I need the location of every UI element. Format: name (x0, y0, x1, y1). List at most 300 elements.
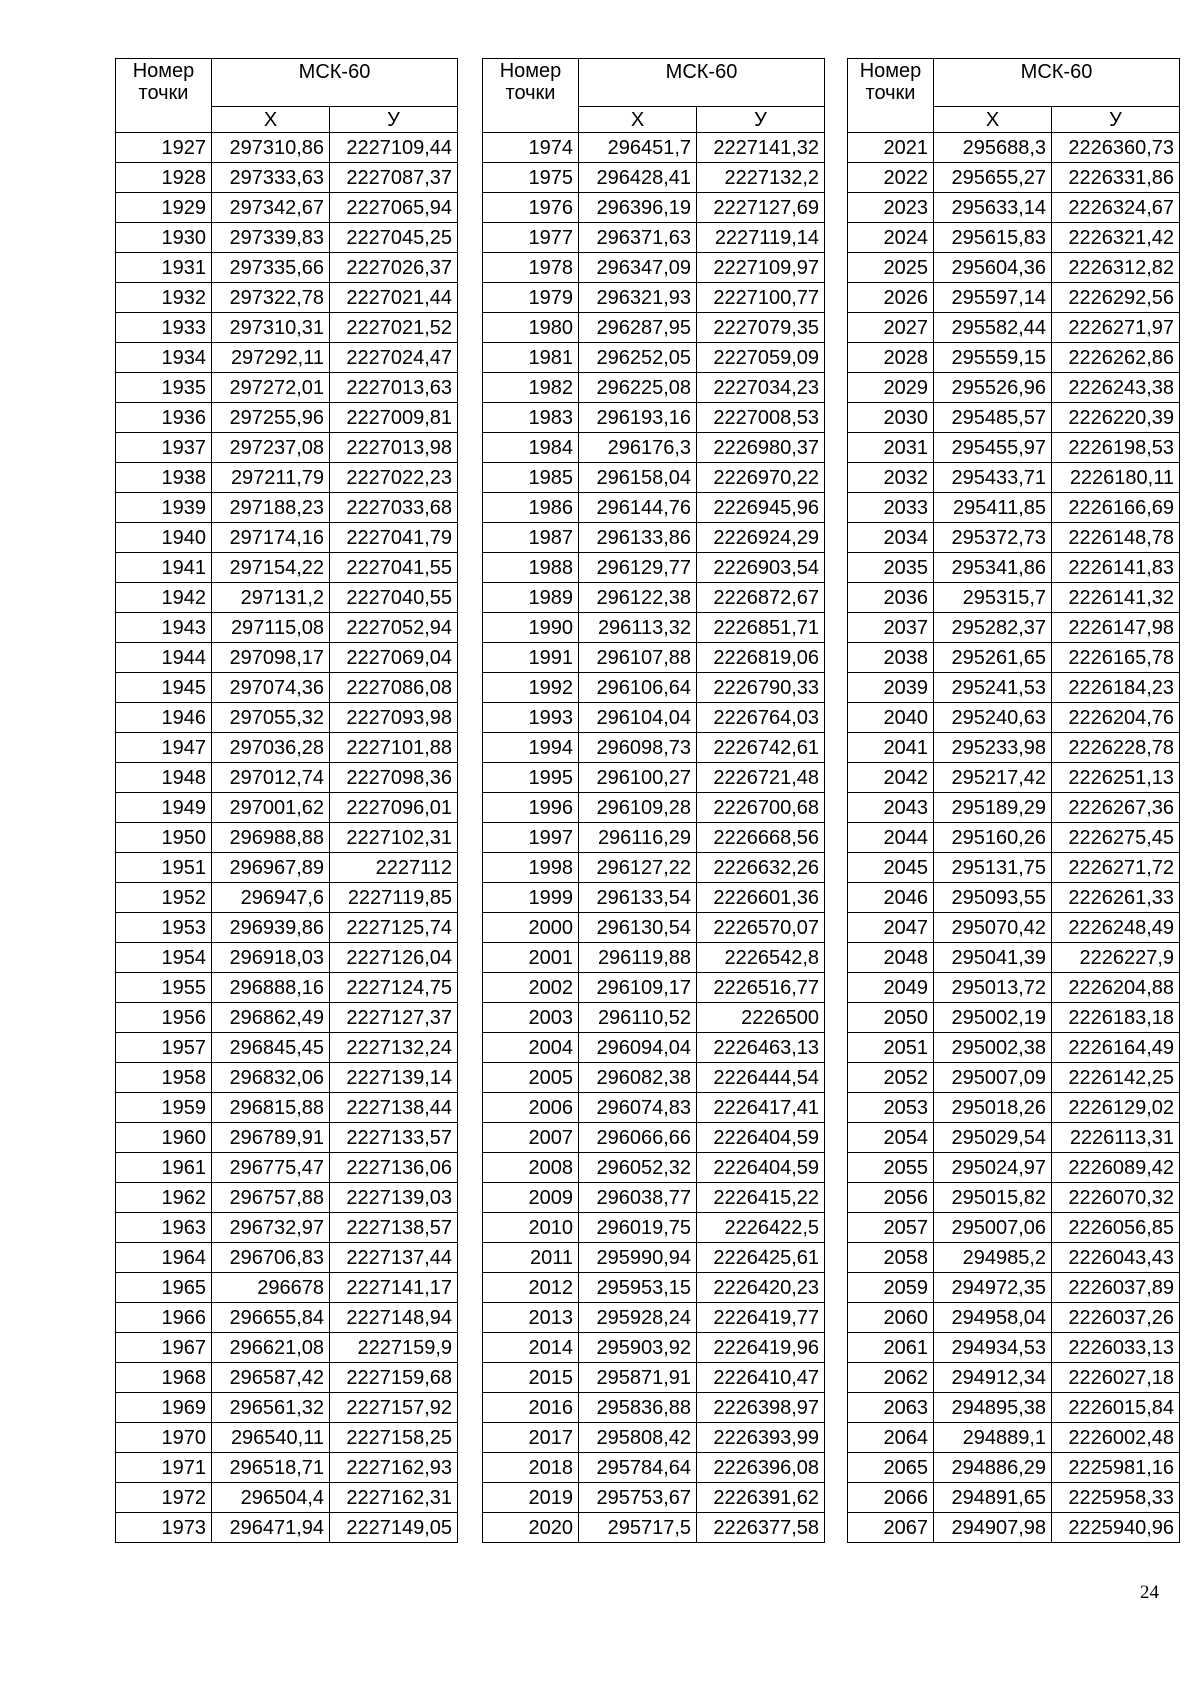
x-coordinate-cell: 297036,28 (212, 733, 330, 763)
point-number-cell: 2035 (848, 553, 934, 583)
table-row (483, 1513, 825, 1543)
x-coordinate-cell: 296471,94 (212, 1513, 330, 1543)
table-row (116, 583, 458, 613)
point-number-header: Номер точки (116, 59, 212, 133)
y-coordinate-cell: 2226142,25 (1052, 1063, 1180, 1093)
table-row (848, 193, 1180, 223)
x-coordinate-cell: 296862,49 (212, 1003, 330, 1033)
table-row (116, 223, 458, 253)
table-row (483, 1183, 825, 1213)
point-number-cell: 1930 (116, 223, 212, 253)
y-coordinate-cell: 2226790,33 (697, 673, 825, 703)
y-coordinate-cell: 2227141,17 (330, 1273, 458, 1303)
point-number-cell: 1959 (116, 1093, 212, 1123)
x-coordinate-cell: 295041,39 (934, 943, 1052, 973)
table-row (116, 193, 458, 223)
x-coordinate-cell: 297055,32 (212, 703, 330, 733)
table-body (483, 133, 825, 1543)
point-number-cell: 2059 (848, 1273, 934, 1303)
x-coordinate-cell: 296832,06 (212, 1063, 330, 1093)
x-coordinate-cell: 294907,98 (934, 1513, 1052, 1543)
x-coordinate-cell: 296988,88 (212, 823, 330, 853)
x-coordinate-cell: 296129,77 (579, 553, 697, 583)
y-coordinate-cell: 2227093,98 (330, 703, 458, 733)
point-number-cell: 1969 (116, 1393, 212, 1423)
table-row (483, 1063, 825, 1093)
point-number-cell: 1936 (116, 403, 212, 433)
point-number-cell: 1946 (116, 703, 212, 733)
x-coordinate-cell: 295217,42 (934, 763, 1052, 793)
x-coordinate-cell: 295655,27 (934, 163, 1052, 193)
point-number-cell: 1967 (116, 1333, 212, 1363)
table-row (483, 853, 825, 883)
y-coordinate-cell: 2227098,36 (330, 763, 458, 793)
x-column-header: Х (579, 107, 697, 133)
table-row (483, 1423, 825, 1453)
table-row (116, 1243, 458, 1273)
x-coordinate-cell: 297131,2 (212, 583, 330, 613)
point-number-cell: 1961 (116, 1153, 212, 1183)
x-coordinate-cell: 295836,88 (579, 1393, 697, 1423)
y-coordinate-cell: 2227137,44 (330, 1243, 458, 1273)
y-coordinate-cell: 2227065,94 (330, 193, 458, 223)
table-row (848, 1483, 1180, 1513)
x-coordinate-cell: 295784,64 (579, 1453, 697, 1483)
y-coordinate-cell: 2227132,24 (330, 1033, 458, 1063)
x-coordinate-cell: 296158,04 (579, 463, 697, 493)
x-coordinate-cell: 297237,08 (212, 433, 330, 463)
x-coordinate-cell: 294958,04 (934, 1303, 1052, 1333)
y-coordinate-cell: 2227013,63 (330, 373, 458, 403)
y-coordinate-cell: 2226324,67 (1052, 193, 1180, 223)
y-coordinate-cell: 2227041,55 (330, 553, 458, 583)
y-coordinate-cell: 2226410,47 (697, 1363, 825, 1393)
x-coordinate-cell: 296732,97 (212, 1213, 330, 1243)
point-number-cell: 2000 (483, 913, 579, 943)
table-row (848, 343, 1180, 373)
point-number-cell: 1933 (116, 313, 212, 343)
y-coordinate-cell: 2227112 (330, 853, 458, 883)
y-coordinate-cell: 2227087,37 (330, 163, 458, 193)
point-number-cell: 1986 (483, 493, 579, 523)
y-coordinate-cell: 2227125,74 (330, 913, 458, 943)
table-row (848, 313, 1180, 343)
table-row (116, 313, 458, 343)
y-coordinate-cell: 2226321,42 (1052, 223, 1180, 253)
x-coordinate-cell: 295615,83 (934, 223, 1052, 253)
table-row (848, 973, 1180, 1003)
point-number-cell: 2033 (848, 493, 934, 523)
point-number-cell: 2007 (483, 1123, 579, 1153)
table-row (848, 523, 1180, 553)
point-number-cell: 1938 (116, 463, 212, 493)
table-row (848, 163, 1180, 193)
point-number-cell: 2020 (483, 1513, 579, 1543)
table-row (116, 943, 458, 973)
table-row (116, 643, 458, 673)
point-number-cell: 2039 (848, 673, 934, 703)
x-coordinate-cell: 295282,37 (934, 613, 1052, 643)
point-number-cell: 1992 (483, 673, 579, 703)
y-coordinate-cell: 2226516,77 (697, 973, 825, 1003)
point-number-cell: 2024 (848, 223, 934, 253)
y-coordinate-cell: 2227021,44 (330, 283, 458, 313)
y-coordinate-cell: 2227059,09 (697, 343, 825, 373)
table-row (848, 883, 1180, 913)
y-coordinate-cell: 2226089,42 (1052, 1153, 1180, 1183)
table-row (116, 973, 458, 1003)
coordinate-system-header: МСК-60 (212, 59, 458, 107)
x-coordinate-cell: 297174,16 (212, 523, 330, 553)
y-coordinate-cell: 2227158,25 (330, 1423, 458, 1453)
y-coordinate-cell: 2226056,85 (1052, 1213, 1180, 1243)
y-coordinate-cell: 2226632,26 (697, 853, 825, 883)
y-coordinate-cell: 2226851,71 (697, 613, 825, 643)
table-row (116, 1393, 458, 1423)
y-coordinate-cell: 2227157,92 (330, 1393, 458, 1423)
table-row (848, 1063, 1180, 1093)
x-coordinate-cell: 295953,15 (579, 1273, 697, 1303)
point-number-cell: 1941 (116, 553, 212, 583)
point-number-cell: 1998 (483, 853, 579, 883)
x-coordinate-cell: 295633,14 (934, 193, 1052, 223)
table-row (116, 1453, 458, 1483)
point-number-cell: 2052 (848, 1063, 934, 1093)
x-coordinate-cell: 296888,16 (212, 973, 330, 1003)
x-coordinate-cell: 296451,7 (579, 133, 697, 163)
point-number-cell: 2034 (848, 523, 934, 553)
y-coordinate-cell: 2227132,2 (697, 163, 825, 193)
point-number-cell: 1934 (116, 343, 212, 373)
point-number-cell: 2029 (848, 373, 934, 403)
table-row (116, 493, 458, 523)
x-coordinate-cell: 295024,97 (934, 1153, 1052, 1183)
table-row (116, 343, 458, 373)
x-coordinate-cell: 295411,85 (934, 493, 1052, 523)
point-number-cell: 2001 (483, 943, 579, 973)
table-row (483, 1213, 825, 1243)
y-coordinate-cell: 2226422,5 (697, 1213, 825, 1243)
table-row (483, 823, 825, 853)
y-coordinate-cell: 2227127,69 (697, 193, 825, 223)
x-coordinate-cell: 297335,66 (212, 253, 330, 283)
y-coordinate-cell: 2226129,02 (1052, 1093, 1180, 1123)
point-number-cell: 2014 (483, 1333, 579, 1363)
y-coordinate-cell: 2226148,78 (1052, 523, 1180, 553)
point-number-cell: 1957 (116, 1033, 212, 1063)
y-coordinate-cell: 2227045,25 (330, 223, 458, 253)
y-coordinate-cell: 2226903,54 (697, 553, 825, 583)
y-coordinate-cell: 2227127,37 (330, 1003, 458, 1033)
point-number-cell: 2016 (483, 1393, 579, 1423)
table-row (116, 793, 458, 823)
y-coordinate-cell: 2225940,96 (1052, 1513, 1180, 1543)
y-coordinate-cell: 2226166,69 (1052, 493, 1180, 523)
table-row (116, 1333, 458, 1363)
x-coordinate-cell: 295002,38 (934, 1033, 1052, 1063)
point-number-cell: 2040 (848, 703, 934, 733)
table-body (116, 133, 458, 1543)
table-row (848, 733, 1180, 763)
x-coordinate-cell: 296038,77 (579, 1183, 697, 1213)
x-coordinate-cell: 296119,88 (579, 943, 697, 973)
point-number-cell: 1979 (483, 283, 579, 313)
point-number-cell: 2010 (483, 1213, 579, 1243)
point-number-cell: 2018 (483, 1453, 579, 1483)
point-number-cell: 1948 (116, 763, 212, 793)
y-coordinate-cell: 2226819,06 (697, 643, 825, 673)
x-coordinate-cell: 296540,11 (212, 1423, 330, 1453)
point-number-cell: 2060 (848, 1303, 934, 1333)
point-number-cell: 2056 (848, 1183, 934, 1213)
x-coordinate-cell: 295990,94 (579, 1243, 697, 1273)
y-coordinate-cell: 2226398,97 (697, 1393, 825, 1423)
x-coordinate-cell: 295007,06 (934, 1213, 1052, 1243)
table-row (116, 673, 458, 703)
y-coordinate-cell: 2225958,33 (1052, 1483, 1180, 1513)
point-number-cell: 1995 (483, 763, 579, 793)
point-number-cell: 2067 (848, 1513, 934, 1543)
point-number-cell: 1965 (116, 1273, 212, 1303)
table-row (483, 1453, 825, 1483)
table-row (848, 1333, 1180, 1363)
y-coordinate-cell: 2227148,94 (330, 1303, 458, 1333)
point-number-cell: 1945 (116, 673, 212, 703)
x-coordinate-cell: 296074,83 (579, 1093, 697, 1123)
table-row (483, 1333, 825, 1363)
point-number-cell: 1956 (116, 1003, 212, 1033)
point-number-cell: 2051 (848, 1033, 934, 1063)
y-coordinate-cell: 2226261,33 (1052, 883, 1180, 913)
table-row (116, 133, 458, 163)
point-number-cell: 1989 (483, 583, 579, 613)
x-coordinate-cell: 296193,16 (579, 403, 697, 433)
y-coordinate-cell: 2226204,76 (1052, 703, 1180, 733)
y-coordinate-cell: 2226391,62 (697, 1483, 825, 1513)
table-row (483, 673, 825, 703)
table-row (116, 1093, 458, 1123)
x-coordinate-cell: 296133,54 (579, 883, 697, 913)
x-coordinate-cell: 297292,11 (212, 343, 330, 373)
point-number-cell: 2004 (483, 1033, 579, 1063)
table-row (848, 1003, 1180, 1033)
x-coordinate-cell: 296133,86 (579, 523, 697, 553)
y-coordinate-cell: 2227109,97 (697, 253, 825, 283)
x-coordinate-cell: 296321,93 (579, 283, 697, 313)
x-coordinate-cell: 295688,3 (934, 133, 1052, 163)
y-coordinate-cell: 2227133,57 (330, 1123, 458, 1153)
table-row (483, 1243, 825, 1273)
point-number-cell: 2036 (848, 583, 934, 613)
table-row (483, 973, 825, 1003)
y-coordinate-cell: 2226742,61 (697, 733, 825, 763)
x-coordinate-cell: 296127,22 (579, 853, 697, 883)
x-column-header: Х (212, 107, 330, 133)
x-coordinate-cell: 296122,38 (579, 583, 697, 613)
x-coordinate-cell: 296371,63 (579, 223, 697, 253)
y-coordinate-cell: 2226393,99 (697, 1423, 825, 1453)
table-row (116, 913, 458, 943)
point-number-cell: 1977 (483, 223, 579, 253)
table-row (848, 913, 1180, 943)
x-coordinate-cell: 296678 (212, 1273, 330, 1303)
y-coordinate-cell: 2226037,89 (1052, 1273, 1180, 1303)
point-number-cell: 2048 (848, 943, 934, 973)
x-coordinate-cell: 296347,09 (579, 253, 697, 283)
y-coordinate-cell: 2226243,38 (1052, 373, 1180, 403)
point-number-cell: 1987 (483, 523, 579, 553)
x-coordinate-cell: 295233,98 (934, 733, 1052, 763)
point-number-header: Номер точки (483, 59, 579, 133)
y-coordinate-cell: 2226542,8 (697, 943, 825, 973)
x-coordinate-cell: 295018,26 (934, 1093, 1052, 1123)
table-row (848, 763, 1180, 793)
point-number-cell: 2027 (848, 313, 934, 343)
y-coordinate-cell: 2226404,59 (697, 1153, 825, 1183)
table-row (116, 463, 458, 493)
point-number-cell: 2042 (848, 763, 934, 793)
y-coordinate-cell: 2226601,36 (697, 883, 825, 913)
table-row (483, 1273, 825, 1303)
point-number-cell: 2062 (848, 1363, 934, 1393)
table-row (116, 523, 458, 553)
x-coordinate-cell: 296109,17 (579, 973, 697, 1003)
point-number-cell: 2063 (848, 1393, 934, 1423)
x-coordinate-cell: 295485,57 (934, 403, 1052, 433)
point-number-cell: 1929 (116, 193, 212, 223)
y-coordinate-cell: 2226275,45 (1052, 823, 1180, 853)
table-body (848, 133, 1180, 1543)
point-number-cell: 1928 (116, 163, 212, 193)
x-coordinate-cell: 296706,83 (212, 1243, 330, 1273)
x-coordinate-cell: 295341,86 (934, 553, 1052, 583)
point-number-cell: 2008 (483, 1153, 579, 1183)
x-coordinate-cell: 296052,32 (579, 1153, 697, 1183)
point-number-cell: 2065 (848, 1453, 934, 1483)
table-row (116, 823, 458, 853)
point-number-cell: 2046 (848, 883, 934, 913)
y-coordinate-cell: 2226721,48 (697, 763, 825, 793)
y-coordinate-cell: 2226037,26 (1052, 1303, 1180, 1333)
table-row (116, 883, 458, 913)
table-row (116, 1183, 458, 1213)
x-coordinate-cell: 296252,05 (579, 343, 697, 373)
y-column-header: У (330, 107, 458, 133)
point-number-cell: 2037 (848, 613, 934, 643)
table-header (116, 59, 458, 133)
x-column-header: Х (934, 107, 1052, 133)
y-coordinate-cell: 2227008,53 (697, 403, 825, 433)
table-row (848, 583, 1180, 613)
y-coordinate-cell: 2227079,35 (697, 313, 825, 343)
x-coordinate-cell: 295559,15 (934, 343, 1052, 373)
y-coordinate-cell: 2226415,22 (697, 1183, 825, 1213)
x-coordinate-cell: 296130,54 (579, 913, 697, 943)
table-row (483, 763, 825, 793)
table-row (848, 1393, 1180, 1423)
point-number-cell: 2050 (848, 1003, 934, 1033)
x-coordinate-cell: 295261,65 (934, 643, 1052, 673)
table-row (116, 1303, 458, 1333)
table-row (848, 673, 1180, 703)
point-number-cell: 2028 (848, 343, 934, 373)
y-coordinate-cell: 2226668,56 (697, 823, 825, 853)
x-coordinate-cell: 294985,2 (934, 1243, 1052, 1273)
point-number-cell: 1983 (483, 403, 579, 433)
x-coordinate-cell: 296587,42 (212, 1363, 330, 1393)
point-number-cell: 2030 (848, 403, 934, 433)
x-coordinate-cell: 295597,14 (934, 283, 1052, 313)
y-coordinate-cell: 2227086,08 (330, 673, 458, 703)
table-row (848, 463, 1180, 493)
table-row (848, 283, 1180, 313)
point-number-cell: 2057 (848, 1213, 934, 1243)
x-coordinate-cell: 297154,22 (212, 553, 330, 583)
point-number-cell: 1981 (483, 343, 579, 373)
y-coordinate-cell: 2227159,9 (330, 1333, 458, 1363)
table-row (116, 853, 458, 883)
y-coordinate-cell: 2226420,23 (697, 1273, 825, 1303)
y-coordinate-cell: 2226360,73 (1052, 133, 1180, 163)
table-row (116, 373, 458, 403)
y-coordinate-cell: 2227013,98 (330, 433, 458, 463)
y-coordinate-cell: 2226292,56 (1052, 283, 1180, 313)
point-number-cell: 2005 (483, 1063, 579, 1093)
x-coordinate-cell: 296939,86 (212, 913, 330, 943)
point-number-cell: 2031 (848, 433, 934, 463)
table-row (116, 703, 458, 733)
table-row (848, 613, 1180, 643)
point-number-cell: 2064 (848, 1423, 934, 1453)
point-number-cell: 2061 (848, 1333, 934, 1363)
table-row (848, 493, 1180, 523)
table-header (483, 59, 825, 133)
y-coordinate-cell: 2226419,77 (697, 1303, 825, 1333)
point-number-cell: 1990 (483, 613, 579, 643)
table-row (116, 1363, 458, 1393)
x-coordinate-cell: 295160,26 (934, 823, 1052, 853)
coordinate-table-2 (482, 58, 825, 1543)
x-coordinate-cell: 296098,73 (579, 733, 697, 763)
point-number-cell: 1955 (116, 973, 212, 1003)
x-coordinate-cell: 296082,38 (579, 1063, 697, 1093)
y-column-header: У (697, 107, 825, 133)
table-row (848, 1183, 1180, 1213)
y-coordinate-cell: 2226500 (697, 1003, 825, 1033)
y-coordinate-cell: 2226425,61 (697, 1243, 825, 1273)
table-row (483, 373, 825, 403)
x-coordinate-cell: 295241,53 (934, 673, 1052, 703)
point-number-cell: 1927 (116, 133, 212, 163)
y-coordinate-cell: 2226570,07 (697, 913, 825, 943)
point-number-cell: 1962 (116, 1183, 212, 1213)
table-row (116, 553, 458, 583)
x-coordinate-cell: 295029,54 (934, 1123, 1052, 1153)
point-number-cell: 2025 (848, 253, 934, 283)
y-coordinate-cell: 2227040,55 (330, 583, 458, 613)
x-coordinate-cell: 297255,96 (212, 403, 330, 433)
x-coordinate-cell: 297211,79 (212, 463, 330, 493)
table-row (848, 1213, 1180, 1243)
point-number-cell: 2021 (848, 133, 934, 163)
point-number-cell: 1937 (116, 433, 212, 463)
x-coordinate-cell: 296113,32 (579, 613, 697, 643)
table-row (848, 403, 1180, 433)
table-row (483, 463, 825, 493)
y-coordinate-cell: 2227141,32 (697, 133, 825, 163)
table-row (483, 943, 825, 973)
table-row (483, 643, 825, 673)
